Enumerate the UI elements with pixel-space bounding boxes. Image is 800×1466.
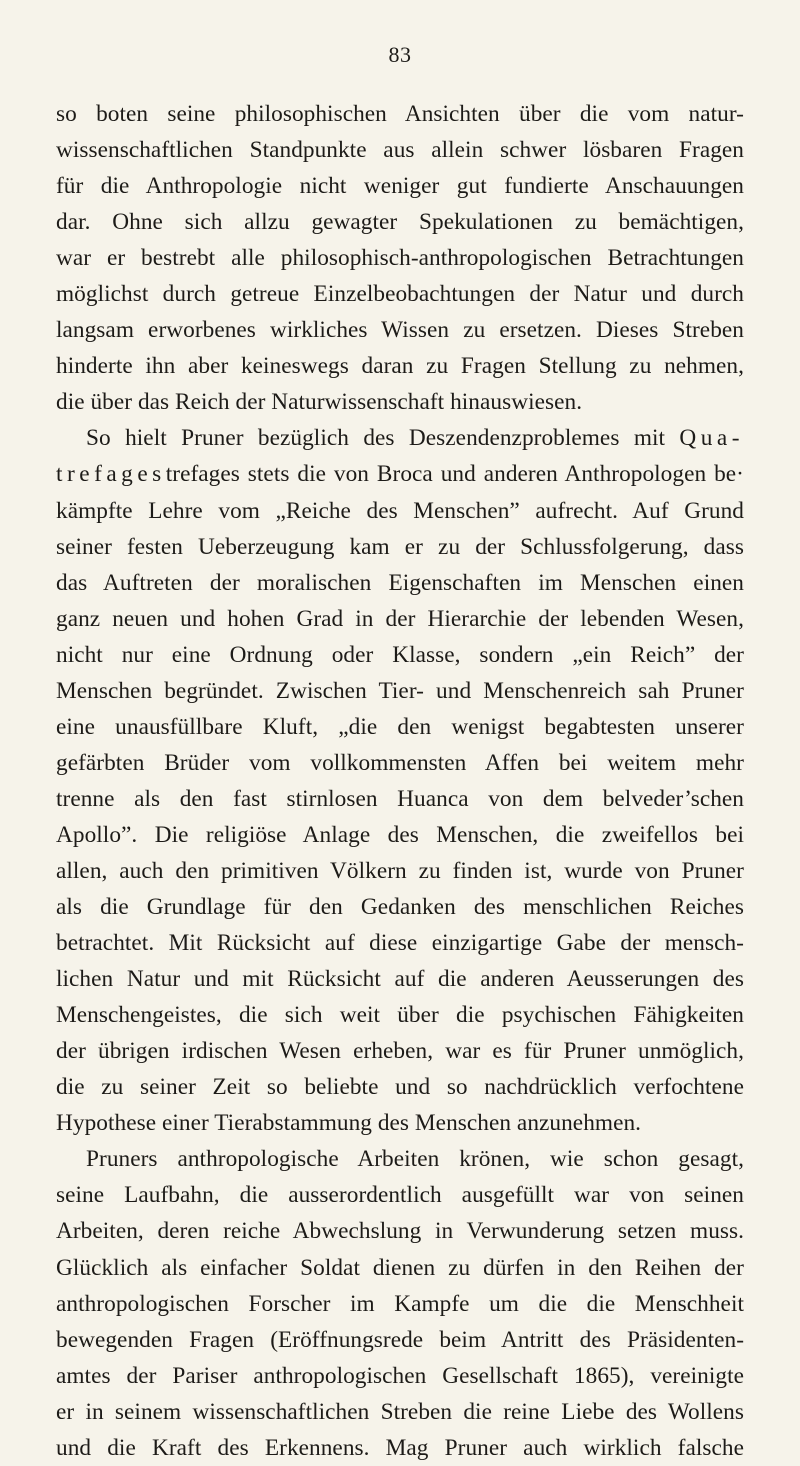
text-line: seine Laufbahn, die ausserordentlich ausgefüllt war von seinen — [56, 1182, 744, 1209]
text-line: betrachtet. Mit Rücksicht auf diese einzigartige Gabe der mensch- — [56, 930, 744, 957]
text-line: er in seinem wissenschaftlichen Streben die reine Liebe des Wollens — [56, 1398, 744, 1425]
text-line: anthropologischen Forscher im Kampfe um die die Menschheit — [56, 1290, 744, 1317]
text-line: trenne als den fast stirnlosen Huanca von dem belveder’schen — [56, 785, 744, 812]
spaced-name: trefages — [56, 461, 166, 488]
text-line — [56, 420, 744, 456]
text-line: Hypothese einer Tierabstammung des Menschen anzunehmen. — [56, 1110, 642, 1137]
text-line: als die Grundlage für den Gedanken des menschlichen Reiches — [56, 894, 744, 921]
text-line: die über das Reich der Naturwissenschaft hinauswiesen. — [56, 389, 583, 416]
text-line: Arbeiten, deren reiche Abwechslung in Verwunderung setzen muss. — [56, 1218, 744, 1245]
text-line: hinderte ihn aber keineswegs daran zu Fragen Stellung zu nehmen, — [56, 353, 744, 380]
text-line: amtes der Pariser anthropologischen Gesellschaft 1865), vereinigte — [56, 1362, 744, 1389]
text-line: der übrigen irdischen Wesen erheben, war es für Pruner unmöglich, — [56, 1038, 744, 1065]
text-line: seiner festen Ueberzeugung kam er zu der Schlussfolgerung, dass — [56, 533, 744, 560]
text-line: Apollo”. Die religiöse Anlage des Menschen, die zweifellos bei — [56, 821, 744, 848]
text-line: Menschengeistes, die sich weit über die psychischen Fähigkeiten — [56, 1002, 744, 1029]
body-text — [56, 96, 744, 1466]
text-line: Pruners anthropologische Arbeiten krönen, wie schon gesagt, — [86, 1146, 744, 1173]
text-line: Menschen begründet. Zwischen Tier- und Menschenreich sah Pruner — [56, 677, 744, 704]
line-text: So hielt Pruner bezüglich des Deszendenzproblemes mit — [86, 425, 680, 452]
text-line: so boten seine philosophischen Ansichten über die vom natur- — [56, 101, 744, 127]
spaced-name: Qua- — [679, 425, 744, 452]
page-number: 83 — [388, 42, 412, 67]
text-line: gefärbten Brüder vom vollkommensten Affen bei weitem mehr — [56, 749, 744, 776]
text-line: kämpfte Lehre vom „Reiche des Menschen” aufrecht. Auf Grund — [56, 497, 744, 524]
text-line: das Auftreten der moralischen Eigenschaften im Menschen einen — [56, 569, 744, 596]
text-line: eine unausfüllbare Kluft, „die den wenigst begabtesten unserer — [56, 713, 744, 740]
text-line: ganz neuen und hohen Grad in der Hierarchie der lebenden Wesen, — [56, 605, 744, 632]
text-line: die zu seiner Zeit so beliebte und so nachdrücklich verfochtene — [56, 1074, 744, 1101]
text-line: nicht nur eine Ordnung oder Klasse, sondern „ein Reich” der — [56, 641, 744, 668]
text-line: Glücklich als einfacher Soldat dienen zu dürfen in den Reihen der — [56, 1254, 744, 1281]
text-line: und die Kraft des Erkennens. Mag Pruner auch wirklich falsche — [56, 1434, 744, 1461]
text-line: langsam erworbenes wirkliches Wissen zu ersetzen. Dieses Streben — [56, 317, 744, 344]
text-line: lichen Natur und mit Rücksicht auf die anderen Aeusserungen des — [56, 966, 744, 993]
text-line: möglichst durch getreue Einzelbeobachtungen der Natur und durch — [56, 281, 744, 308]
text-line: war er bestrebt alle philosophisch-anthropologischen Betrachtungen — [56, 245, 744, 272]
text-line — [56, 456, 744, 492]
text-line: dar. Ohne sich allzu gewagter Spekulationen zu bemächtigen, — [56, 209, 744, 236]
line-text: trefages stets die von Broca und anderen Anthropologen be· — [165, 461, 744, 488]
text-line: bewegenden Fragen (Eröffnungsrede beim Antritt des Präsidenten- — [56, 1326, 744, 1353]
text-line: allen, auch den primitiven Völkern zu finden ist, wurde von Pruner — [56, 857, 744, 884]
text-line: wissenschaftlichen Standpunkte aus allein schwer lösbaren Fragen — [56, 137, 744, 164]
text-line: für die Anthropologie nicht weniger gut fundierte Anschauungen — [56, 173, 744, 200]
